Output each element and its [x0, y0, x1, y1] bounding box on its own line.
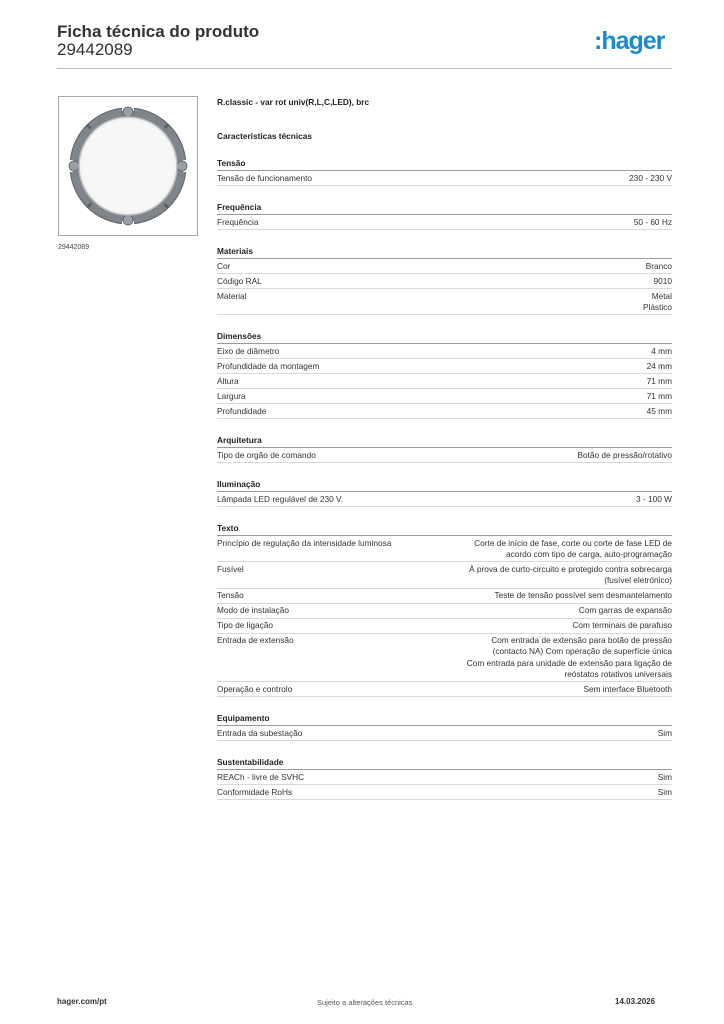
spec-value: Teste de tensão possível sem desmantelamento: [494, 590, 672, 601]
spec-row: [217, 785, 672, 800]
spec-value: Sim: [657, 786, 672, 797]
spec-row: [217, 359, 672, 374]
spec-row: [217, 492, 672, 507]
spec-group-title: Arquitetura: [217, 434, 672, 448]
spec-row: [217, 404, 672, 419]
spec-group: [217, 478, 672, 507]
spec-label: Tipo de orgão de comando: [217, 449, 316, 460]
spec-group-title: Sustentabilidade: [217, 756, 672, 770]
spec-group: [217, 712, 672, 741]
spec-value: Sim: [657, 727, 672, 738]
spec-row: [217, 171, 672, 186]
spec-row: [217, 634, 672, 683]
spec-value: 71 mm: [646, 390, 672, 401]
spec-row: [217, 274, 672, 289]
hager-logo: :hager: [594, 27, 665, 55]
image-caption: 29442089: [58, 244, 90, 251]
spec-label: Tipo de ligação: [217, 620, 273, 631]
spec-row: [217, 726, 672, 741]
spec-label: Tensão: [217, 590, 244, 601]
spec-value: Corte de início de fase, corte ou corte de fase LED de acordo com tipo de carga, auto-programação: [474, 537, 672, 559]
spec-row: [217, 448, 672, 463]
spec-label: Cor: [217, 260, 231, 271]
spec-label: Frequência: [217, 216, 259, 227]
spec-group-title: Texto: [217, 522, 672, 536]
spec-row: [217, 374, 672, 389]
spec-value: 4 mm: [651, 345, 672, 356]
document-title: Ficha técnica do produto: [57, 22, 260, 41]
spec-label: Modo de instalação: [217, 605, 289, 616]
spec-row: [217, 389, 672, 404]
spec-row: [217, 562, 672, 588]
spec-value: 9010: [653, 275, 672, 286]
spec-value: 45 mm: [646, 405, 672, 416]
spec-group: [217, 201, 672, 230]
spec-group: [217, 157, 672, 186]
product-number: 29442089: [57, 40, 133, 59]
spec-label: Eixo de diâmetro: [217, 345, 280, 356]
spec-row: [217, 215, 672, 230]
spec-group: [217, 522, 672, 697]
header-divider: [57, 68, 672, 69]
section-heading: Características técnicas: [217, 131, 313, 141]
spec-row: [217, 770, 672, 785]
spec-label: Altura: [217, 375, 239, 386]
spec-group-title: Dimensões: [217, 330, 672, 344]
spec-value: Metal Plástico: [642, 290, 672, 312]
spec-row: [217, 682, 672, 697]
spec-value: 24 mm: [646, 360, 672, 371]
spec-group: [217, 245, 672, 315]
spec-label: Lâmpada LED regulável de 230 V.: [217, 493, 344, 504]
spec-value: Com entrada de extensão para botão de pressão (contacto NA) Com operação de superfície única Com entrada para unidade de extensão para ligação de reóstatos rotativos universais: [466, 635, 672, 679]
spec-value: Sem interface Bluetooth: [583, 683, 672, 694]
spec-label: Operação e controlo: [217, 683, 293, 694]
spec-value: 71 mm: [646, 375, 672, 386]
spec-row: [217, 344, 672, 359]
spec-row: [217, 619, 672, 634]
spec-group-title: Equipamento: [217, 712, 672, 726]
product-name: R.classic - var rot univ(R,L,C,LED), brc: [217, 97, 370, 107]
spec-label: Entrada da subestação: [217, 727, 303, 738]
spec-group-title: Frequência: [217, 201, 672, 215]
spec-label: Princípio de regulação da intensidade luminosa: [217, 537, 392, 548]
spec-label: REACh - livre de SVHC: [217, 771, 305, 782]
spec-group: [217, 756, 672, 800]
spec-label: Tensão de funcionamento: [217, 172, 313, 183]
footer-website[interactable]: hager.com/pt: [57, 997, 107, 1006]
spec-label: Largura: [217, 390, 246, 401]
spec-value: Com terminais de parafuso: [572, 620, 672, 631]
spec-row: [217, 604, 672, 619]
spec-row: [217, 589, 672, 604]
spec-label: Material: [217, 290, 247, 301]
round-dimmer-frame-icon: [59, 97, 197, 235]
spec-group-title: Tensão: [217, 157, 672, 171]
spec-groups: [217, 157, 672, 800]
spec-value: Branco: [645, 260, 672, 271]
spec-value: 230 - 230 V: [629, 172, 672, 183]
spec-label: Fusível: [217, 563, 244, 574]
spec-value: Botão de pressão/rotativo: [577, 449, 672, 460]
spec-group-title: Materiais: [217, 245, 672, 259]
spec-label: Profundidade da montagem: [217, 360, 320, 371]
spec-value: Com garras de expansão: [578, 605, 672, 616]
spec-label: Entrada de extensão: [217, 635, 294, 646]
spec-label: Profundidade: [217, 405, 267, 416]
spec-value: 50 - 60 Hz: [633, 216, 672, 227]
footer-date: 14.03.2026: [615, 997, 656, 1006]
product-image: [58, 96, 198, 236]
spec-group: [217, 434, 672, 463]
spec-label: Conformidade RoHs: [217, 786, 293, 797]
spec-group: [217, 330, 672, 419]
spec-value: À prova de curto-circuito e protegido contra sobrecarga (fusível eletrónico): [469, 563, 672, 586]
spec-row: [217, 259, 672, 274]
spec-label: Código RAL: [217, 275, 262, 286]
specifications: [217, 96, 672, 800]
spec-row: [217, 536, 672, 562]
spec-row: [217, 289, 672, 315]
spec-group-title: Iluminação: [217, 478, 672, 492]
spec-value: 3 - 100 W: [636, 493, 672, 504]
spec-value: Sim: [657, 771, 672, 782]
footer-notice: Sujeito a alterações técnicas: [317, 998, 413, 1007]
